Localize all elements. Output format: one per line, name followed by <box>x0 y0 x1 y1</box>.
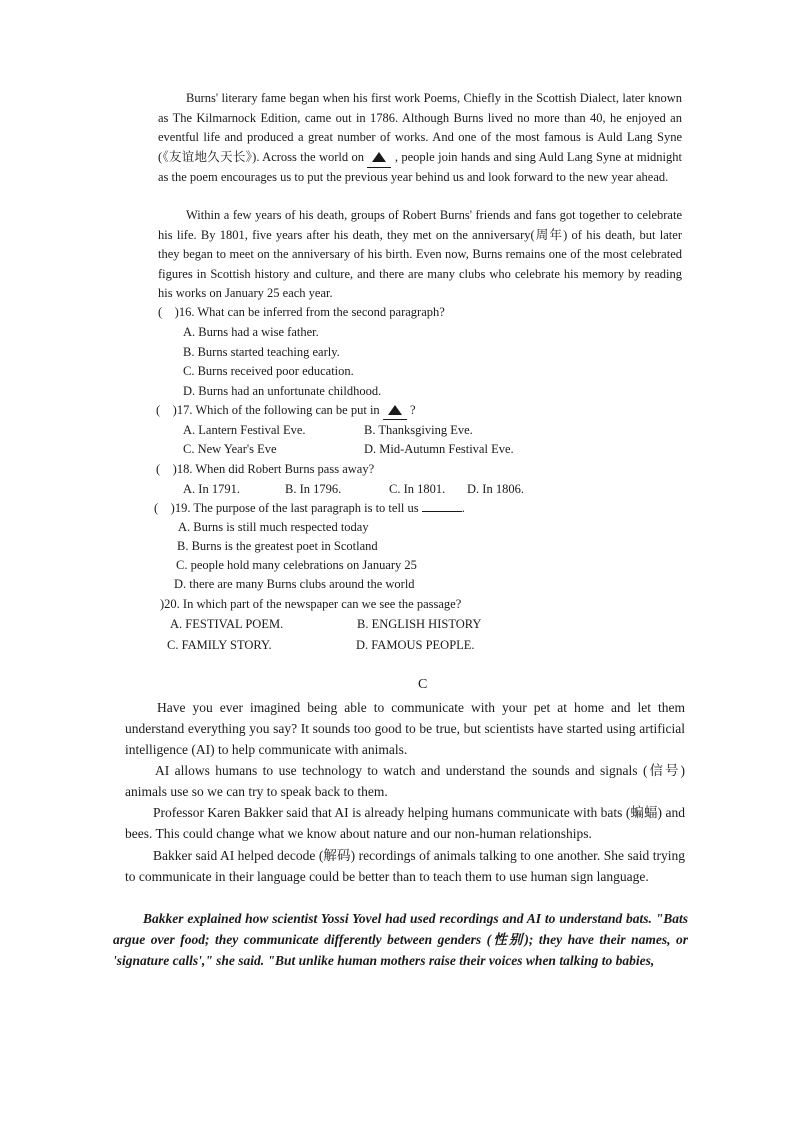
answer-bracket[interactable]: ( ) <box>154 501 175 515</box>
passage-b-p1-end-text: , people join hands and sing Auld Lang Syne at midnight as the poem encourages us to put the previous year behind us and look forward to the new year ahead. <box>158 149 682 185</box>
q17-option-d[interactable]: D. Mid-Autumn Festival Eve. <box>364 442 514 456</box>
blank-marker <box>367 148 391 169</box>
q20-option-d[interactable]: D. FAMOUS PEOPLE. <box>356 638 475 652</box>
question-17 <box>156 401 416 420</box>
triangle-icon <box>388 405 402 415</box>
q19-option-a[interactable]: A. Burns is still much respected today <box>178 520 369 534</box>
answer-bracket[interactable]: ( ) <box>156 462 177 476</box>
passage-c-paragraph-5: Bakker explained how scientist Yossi Yovel had used recordings and AI to understand bats. "Bats argue over food; they communicate differently between genders (性别); they have their names, or 'signature calls'," she said. "But unlike human mothers raise their voices when talking to babies, <box>113 911 688 968</box>
q19-option-d[interactable]: D. there are many Burns clubs around the world <box>174 577 415 591</box>
q16-option-d[interactable]: D. Burns had an unfortunate childhood. <box>183 384 382 398</box>
question-stem: 17. Which of the following can be put in <box>176 403 380 417</box>
passage-c-paragraph-2: AI allows humans to use technology to watch and understand the sounds and signals (信号) animals use so we can try to speak back to them. <box>125 763 685 799</box>
passage-b-paragraph-2 <box>158 206 682 304</box>
q20-option-b[interactable]: B. ENGLISH HISTORY <box>357 617 482 631</box>
blank-marker <box>383 401 407 420</box>
q20-option-a[interactable]: A. FESTIVAL POEM. <box>170 617 284 631</box>
q18-option-a[interactable]: A. In 1791. <box>183 482 240 496</box>
answer-bracket[interactable]: ( ) <box>158 305 179 319</box>
answer-blank[interactable] <box>422 499 462 512</box>
q18-option-b[interactable]: B. In 1796. <box>285 482 342 496</box>
q16-option-c[interactable]: C. Burns received poor education. <box>183 364 354 378</box>
question-stem: 20. In which part of the newspaper can we see the passage? <box>164 597 462 611</box>
q16-option-b[interactable]: B. Burns started teaching early. <box>183 345 340 359</box>
question-16 <box>158 303 445 321</box>
passage-c-paragraph-1: Have you ever imagined being able to communicate with your pet at home and let them understand everything you say? It sounds too good to be true, but scientists have started using artificial intelligence (AI) to help communicate with animals. <box>125 700 685 757</box>
section-c-heading: C <box>418 677 428 692</box>
passage-b-paragraph-1 <box>158 89 682 188</box>
triangle-icon <box>372 152 386 162</box>
question-stem: 19. The purpose of the last paragraph is to tell us <box>174 501 419 515</box>
q17-option-b[interactable]: B. Thanksgiving Eve. <box>364 423 473 437</box>
answer-bracket[interactable]: ( ) <box>156 403 177 417</box>
q18-option-c[interactable]: C. In 1801. <box>389 482 446 496</box>
question-19: ( )19. The purpose of the last paragraph is to tell us . <box>154 501 465 515</box>
passage-c-paragraph-3: Professor Karen Bakker said that AI is already helping humans communicate with bats (蝙蝠) and bees. This could change what we know about nature and our non-human relationships. <box>125 805 685 841</box>
question-20 <box>160 595 461 613</box>
question-18 <box>156 460 374 478</box>
passage-b-p2-text: Within a few years of his death, groups of Robert Burns' friends and fans got together to celebrate his life. By 1801, five years after his death, they met on the anniversary(周年) of his death, but later they began to meet on the anniversary of his birth. Even now, Burns remains one of the most celebrated figures in Scottish history and culture, and there are many clubs who celebrate his memory by reading his works on January 25 each year. <box>158 208 682 301</box>
q19-option-c[interactable]: C. people hold many celebrations on January 25 <box>176 558 417 572</box>
q17-option-c[interactable]: C. New Year's Eve <box>183 442 277 456</box>
q16-option-a[interactable]: A. Burns had a wise father. <box>183 325 319 339</box>
q20-option-c[interactable]: C. FAMILY STORY. <box>167 638 272 652</box>
answer-bracket[interactable]: ) <box>160 597 165 611</box>
question-stem: 16. What can be inferred from the second paragraph? <box>178 305 445 319</box>
question-stem: 18. When did Robert Burns pass away? <box>176 462 375 476</box>
question-stem-end: ? <box>409 403 416 417</box>
q18-option-d[interactable]: D. In 1806. <box>467 482 524 496</box>
passage-c-paragraph-4: Bakker said AI helped decode (解码) recordings of animals talking to one another. She said trying to communicate in their language could be better than to teach them to use human sign language. <box>125 848 685 884</box>
q17-option-a[interactable]: A. Lantern Festival Eve. <box>183 423 306 437</box>
passage-b-p1-text: Burns' literary fame began when his first work Poems, Chiefly in the Scottish Dialect, later known as The Kilmarnock Edition, came out in 1786. Although Burns lived no more than 40, he enjoyed an eventful life and produced a great number of works. And one of the most famous is Auld Lang Syne (《友谊地久天长》). Across the world on <box>158 91 682 164</box>
q19-option-b[interactable]: B. Burns is the greatest poet in Scotland <box>177 539 378 553</box>
